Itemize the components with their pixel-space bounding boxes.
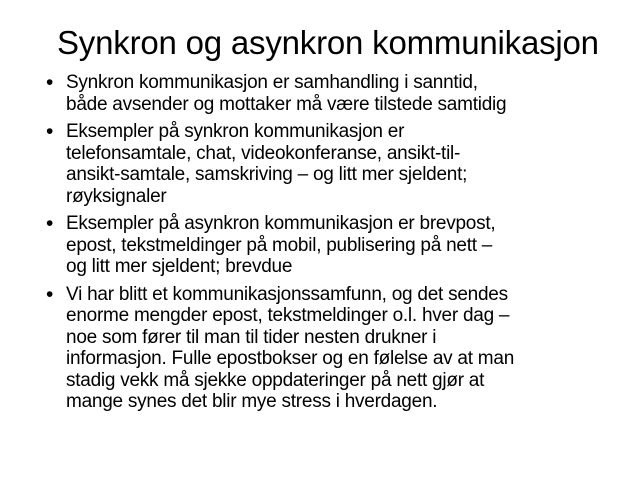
- slide-title: Synkron og asynkron kommunikasjon: [57, 24, 599, 61]
- bullet-text-line: telefonsamtale, chat, videokonferanse, ansikt-til-: [66, 142, 461, 164]
- bullet-item: [46, 72, 631, 115]
- bullet-item: [46, 284, 631, 413]
- bullet-item: [46, 213, 631, 278]
- bullet-list: [46, 72, 631, 419]
- bullet-text-line: og litt mer sjeldent; brevdue: [66, 256, 293, 277]
- bullet-dot: •: [46, 71, 54, 94]
- bullet-text-line: ansikt-samtale, samskriving – og litt mer sjeldent;: [66, 164, 468, 185]
- bullet-text-line: epost, tekstmeldinger på mobil, publisering på nett –: [66, 234, 493, 256]
- bullet-text-line: stadig vekk må sjekke oppdateringer på nett gjør at: [66, 369, 485, 391]
- bullet-text-line: informasjon. Fulle epostbokser og en følelse av at man: [66, 348, 515, 369]
- bullet-text-line: enorme mengder epost, tekstmeldinger o.l. hver dag –: [66, 305, 510, 326]
- bullet-dot: •: [46, 282, 54, 306]
- bullet-text-line: Synkron kommunikasjon er samhandling i sanntid,: [66, 72, 478, 93]
- bullet-text-line: Eksempler på asynkron kommunikasjon er brevpost,: [66, 213, 496, 234]
- bullet-text-line: røyksignaler: [66, 185, 167, 207]
- bullet-dot: •: [46, 120, 54, 143]
- bullet-text-line: både avsender og mottaker må være tilstede samtidig: [66, 93, 507, 115]
- bullet-text-line: noe som fører til man til tider nesten drukner i: [66, 326, 437, 348]
- bullet-text-line: mange synes det blir mye stress i hverdagen.: [66, 391, 438, 412]
- bullet-text-line: Vi har blitt et kommunikasjonssamfunn, og det sendes: [66, 283, 508, 305]
- bullet-item: [46, 121, 631, 207]
- bullet-text-line: Eksempler på synkron kommunikasjon er: [66, 121, 405, 142]
- bullet-dot: •: [46, 212, 54, 235]
